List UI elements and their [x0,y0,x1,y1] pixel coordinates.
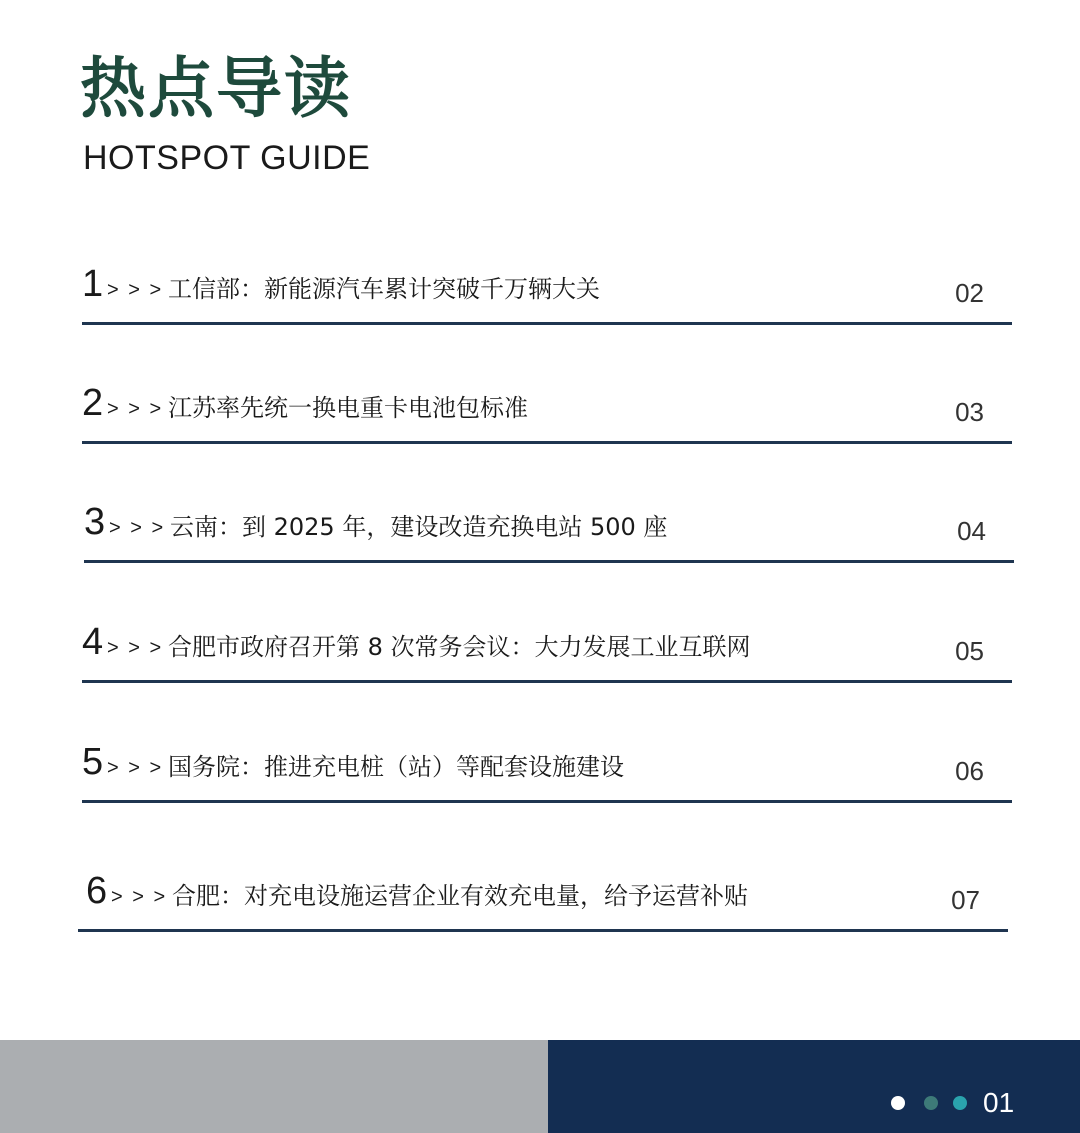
toc-item-arrows: > > > [111,886,168,908]
footer-page-number: 01 [983,1087,1015,1118]
toc-item-arrows: > > > [107,398,164,420]
footer-band-left [0,1040,548,1133]
toc-item-5[interactable] [82,740,1012,803]
toc-item-title: 合肥：对充电设施运营企业有效充电量，给予运营补贴 [172,882,748,910]
toc-item-3[interactable] [84,500,1014,563]
toc-item-page: 07 [951,885,980,915]
toc-item-title: 工信部：新能源汽车累计突破千万辆大关 [168,275,600,303]
page-title: 热点导读 [80,50,352,127]
toc-item-2[interactable] [82,381,1012,444]
toc-item-page: 05 [955,636,984,666]
toc-item-number: 1 [82,263,104,305]
toc-item-title: 江苏率先统一换电重卡电池包标准 [168,394,528,422]
page-indicator-dot [924,1096,938,1110]
page-indicator-dot [953,1096,967,1110]
toc-item-number: 6 [86,870,108,912]
toc-item-arrows: > > > [109,517,166,539]
page-subtitle: HOTSPOT GUIDE [83,139,371,177]
toc-item-arrows: > > > [107,757,164,779]
page-indicator-dot [891,1096,905,1110]
toc-item-1[interactable] [82,262,1012,325]
toc-item-title: 合肥市政府召开第 8 次常务会议：大力发展工业互联网 [168,633,751,661]
toc-item-page: 06 [955,756,984,786]
toc-item-arrows: > > > [107,637,164,659]
toc-item-number: 3 [84,501,106,543]
toc-item-6[interactable] [78,869,1008,932]
toc-item-page: 02 [955,278,984,308]
toc-item-4[interactable] [82,620,1012,683]
toc-item-number: 5 [82,741,104,783]
toc-item-number: 4 [82,621,104,663]
toc-item-title: 国务院：推进充电桩（站）等配套设施建设 [168,753,624,781]
toc-item-page: 03 [955,397,984,427]
toc-item-arrows: > > > [107,279,164,301]
toc-item-number: 2 [82,382,104,424]
toc-item-page: 04 [957,516,986,546]
toc-item-title: 云南：到 2025 年，建设改造充换电站 500 座 [170,513,668,541]
